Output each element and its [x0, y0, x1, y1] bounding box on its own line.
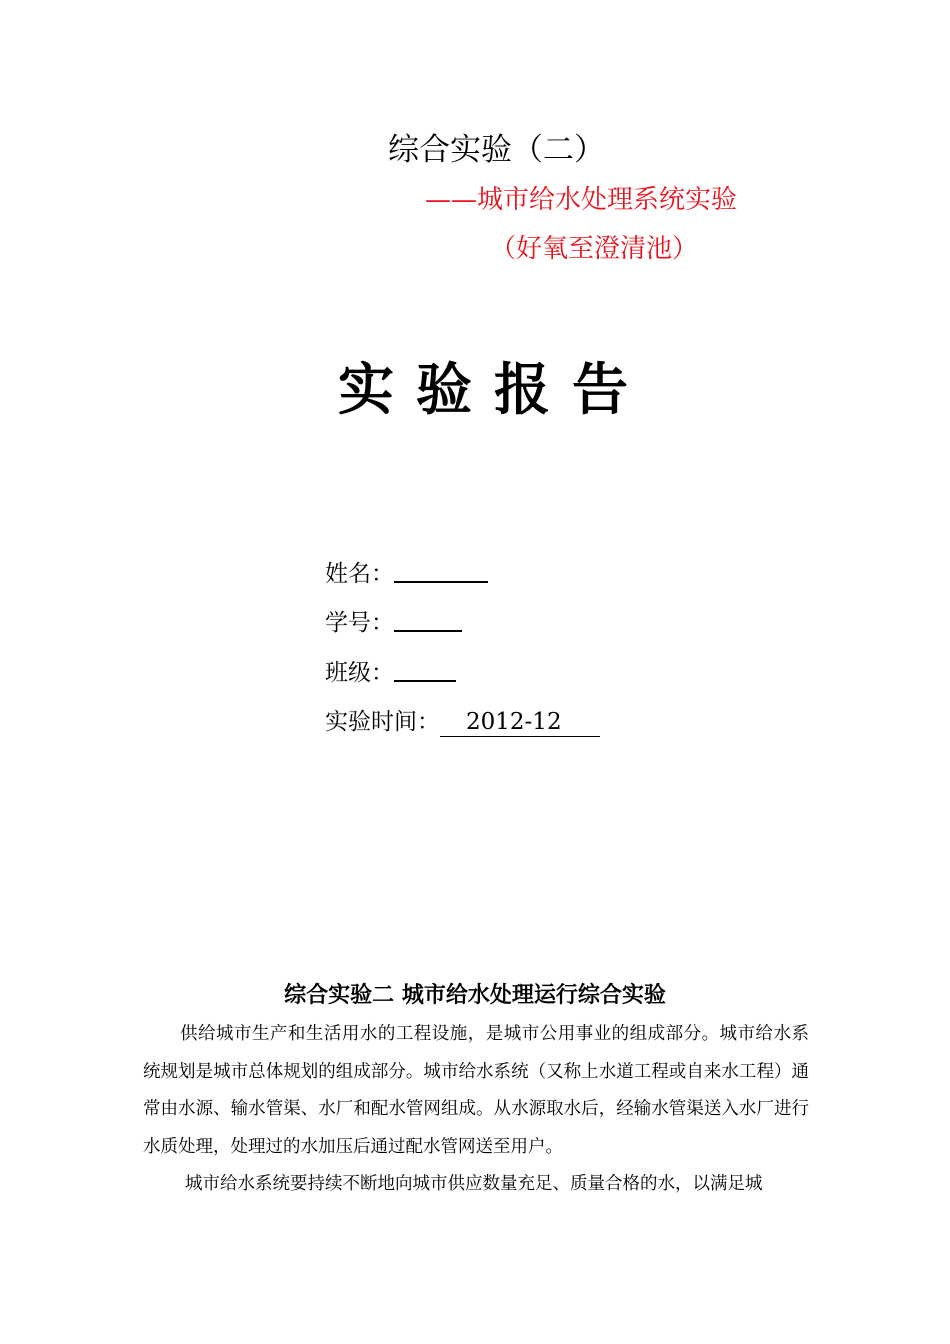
name-blank-line — [394, 557, 488, 583]
body-paragraph: 供给城市生产和生活用水的工程设施，是城市公用事业的组成部分。城市给水系统规划是城市总体规划的组成部分。城市给水系统（又称上水道工程或自来水工程）通常由水源、输水管渠、水厂和配水管网组成。从水源取水后，经输水管渠送入水厂进行水质处理，处理过的水加压后通过配水管网送至用户。 — [143, 1024, 809, 1157]
body-text — [143, 1016, 809, 1204]
course-title: 综合实验（二） — [388, 132, 605, 168]
body-paragraph: 城市给水系统要持续不断地向城市供应数量充足、质量合格的水，以满足城 — [185, 1174, 763, 1194]
experiment-scope-note: （好氧至澄清池） — [490, 234, 699, 264]
report-title: 实验报告 — [338, 357, 650, 423]
class-blank-line — [394, 656, 456, 682]
student-id-field — [325, 606, 462, 639]
date-label: 实验时间： — [325, 709, 440, 735]
name-label: 姓名： — [325, 561, 394, 587]
class-field — [325, 656, 456, 689]
date-field — [325, 706, 600, 738]
experiment-subtitle: ——城市给水处理系统实验 — [425, 185, 738, 215]
section-title: 综合实验二 城市给水处理运行综合实验 — [284, 983, 666, 1008]
name-field — [325, 557, 488, 590]
date-value: 2012-12 — [440, 708, 600, 737]
class-label: 班级： — [325, 660, 394, 686]
student-id-label: 学号： — [325, 610, 394, 636]
student-id-blank-line — [394, 606, 462, 632]
